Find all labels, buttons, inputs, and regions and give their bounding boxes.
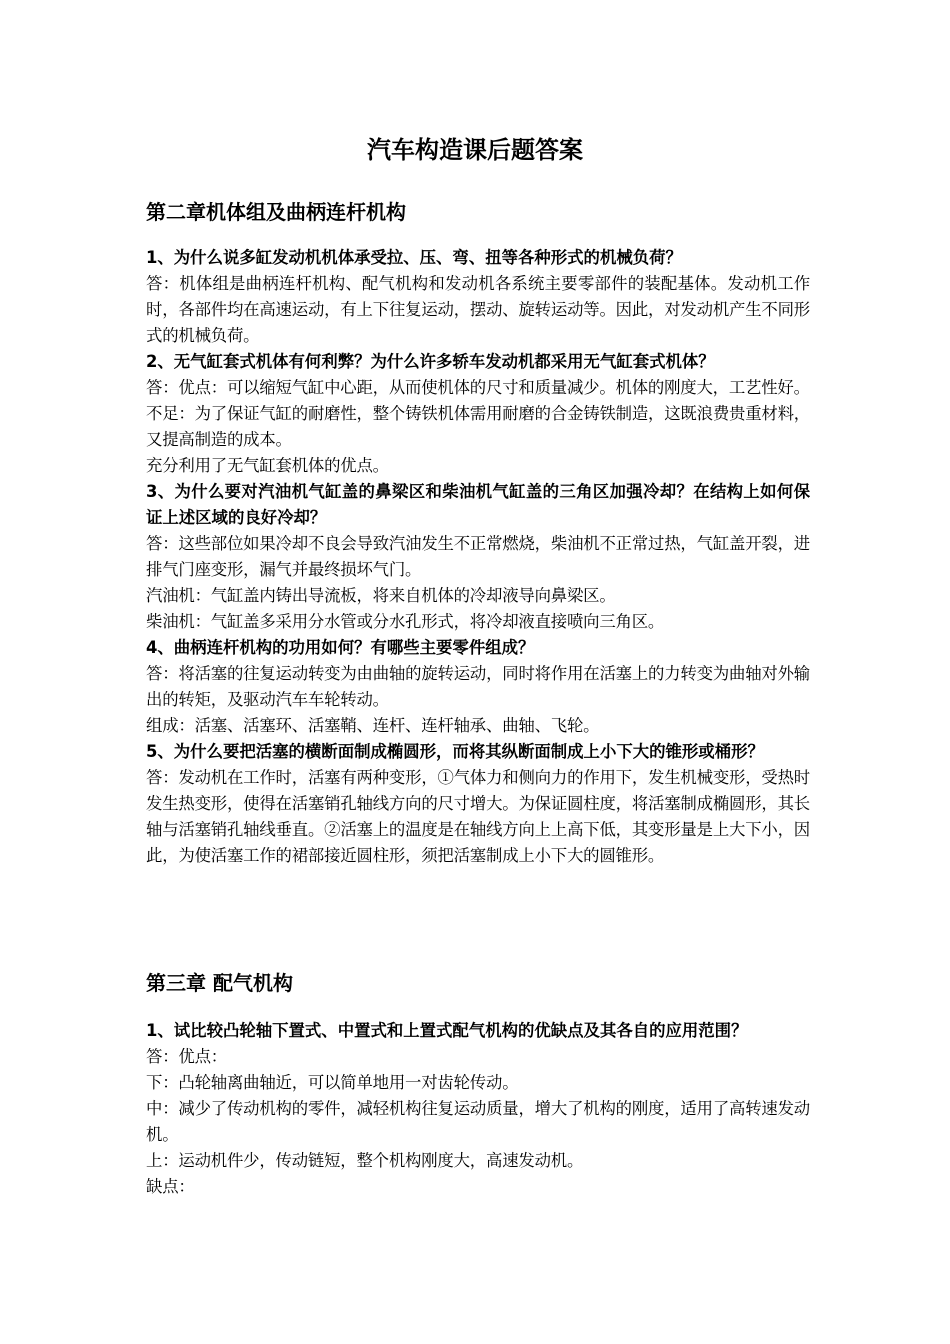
chapter-2-heading: 第二章机体组及曲柄连杆机构 [146,200,406,224]
chapter-2-answer-1: 答：机体组是曲柄连杆机构、配气机构和发动机各系统主要零部件的装配基体。发动机工作时，各部件均在高速运动，有上下往复运动，摆动、旋转运动等。因此，对发动机产生不同形式的机械负荷。 [146,274,810,345]
chapter-3-answer-1-disadvantages-label: 缺点： [146,1177,195,1196]
chapter-2-answer-5: 答：发动机在工作时，活塞有两种变形，①气体力和侧向力的作用下，发生机械变形，受热时发生热变形，使得在活塞销孔轴线方向的尺寸增大。为保证圆柱度，将活塞制成椭圆形，其长轴与活塞销孔轴线垂直。②活塞上的温度是在轴线方向上上高下低，其变形量是上大下小，因此，为使活塞工作的裙部接近圆柱形，须把活塞制成上小下大的圆锥形。 [146,768,810,865]
chapter-2-question-1: 1、为什么说多缸发动机机体承受拉、压、弯、扭等各种形式的机械负荷？ [146,248,682,267]
chapter-2-answer-4-function: 答：将活塞的往复运动转变为由曲轴的旋转运动，同时将作用在活塞上的力转变为曲轴对外输出的转矩，及驱动汽车车轮转动。 [146,664,810,709]
chapter-3-answer-1-upper: 上：运动机件少，传动链短，整个机构刚度大，高速发动机。 [146,1151,584,1170]
chapter-2-question-2: 2、无气缸套式机体有何利弊？为什么许多轿车发动机都采用无气缸套式机体？ [146,352,715,371]
chapter-2-body [146,245,810,869]
chapter-2-question-5: 5、为什么要把活塞的横断面制成椭圆形，而将其纵断面制成上小下大的锥形或桶形？ [146,742,764,761]
chapter-2-answer-2-advantages: 答：优点：可以缩短气缸中心距，从而使机体的尺寸和质量减少。机体的刚度大，工艺性好。 [146,378,810,397]
chapter-3-answer-1-lower: 下：凸轮轴离曲轴近，可以简单地用一对齿轮传动。 [146,1073,519,1092]
chapter-3-body [146,1018,810,1200]
chapter-3-heading: 第三章 配气机构 [146,971,293,995]
chapter-2-answer-3-gasoline: 汽油机：气缸盖内铸出导流板，将来自机体的冷却液导向鼻梁区。 [146,586,616,605]
chapter-2-answer-2-disadvantages: 不足：为了保证气缸的耐磨性，整个铸铁机体需用耐磨的合金铸铁制造，这既浪费贵重材料，又提高制造的成本。 [146,404,810,449]
chapter-2-question-4: 4、曲柄连杆机构的功用如何？有哪些主要零件组成？ [146,638,535,657]
chapter-2-answer-3: 答：这些部位如果冷却不良会导致汽油发生不正常燃烧，柴油机不正常过热，气缸盖开裂，进排气门座变形，漏气并最终损坏气门。 [146,534,810,579]
chapter-2-question-3: 3、为什么要对汽油机气缸盖的鼻梁区和柴油机气缸盖的三角区加强冷却？在结构上如何保证上述区域的良好冷却？ [146,482,810,527]
chapter-2-answer-3-diesel: 柴油机：气缸盖多采用分水管或分水孔形式，将冷却液直接喷向三角区。 [146,612,665,631]
chapter-3-answer-1-middle: 中：减少了传动机构的零件，减轻机构往复运动质量，增大了机构的刚度，适用了高转速发动机。 [146,1099,810,1144]
document-title: 汽车构造课后题答案 [367,136,583,164]
chapter-3-question-1: 1、试比较凸轮轴下置式、中置式和上置式配气机构的优缺点及其各自的应用范围？ [146,1021,748,1040]
chapter-2-answer-4-components: 组成：活塞、活塞环、活塞鞘、连杆、连杆轴承、曲轴、飞轮。 [146,716,600,735]
chapter-2-answer-2-reason: 充分利用了无气缸套机体的优点。 [146,456,389,475]
chapter-3-answer-1-advantages-label: 答：优点： [146,1047,227,1066]
